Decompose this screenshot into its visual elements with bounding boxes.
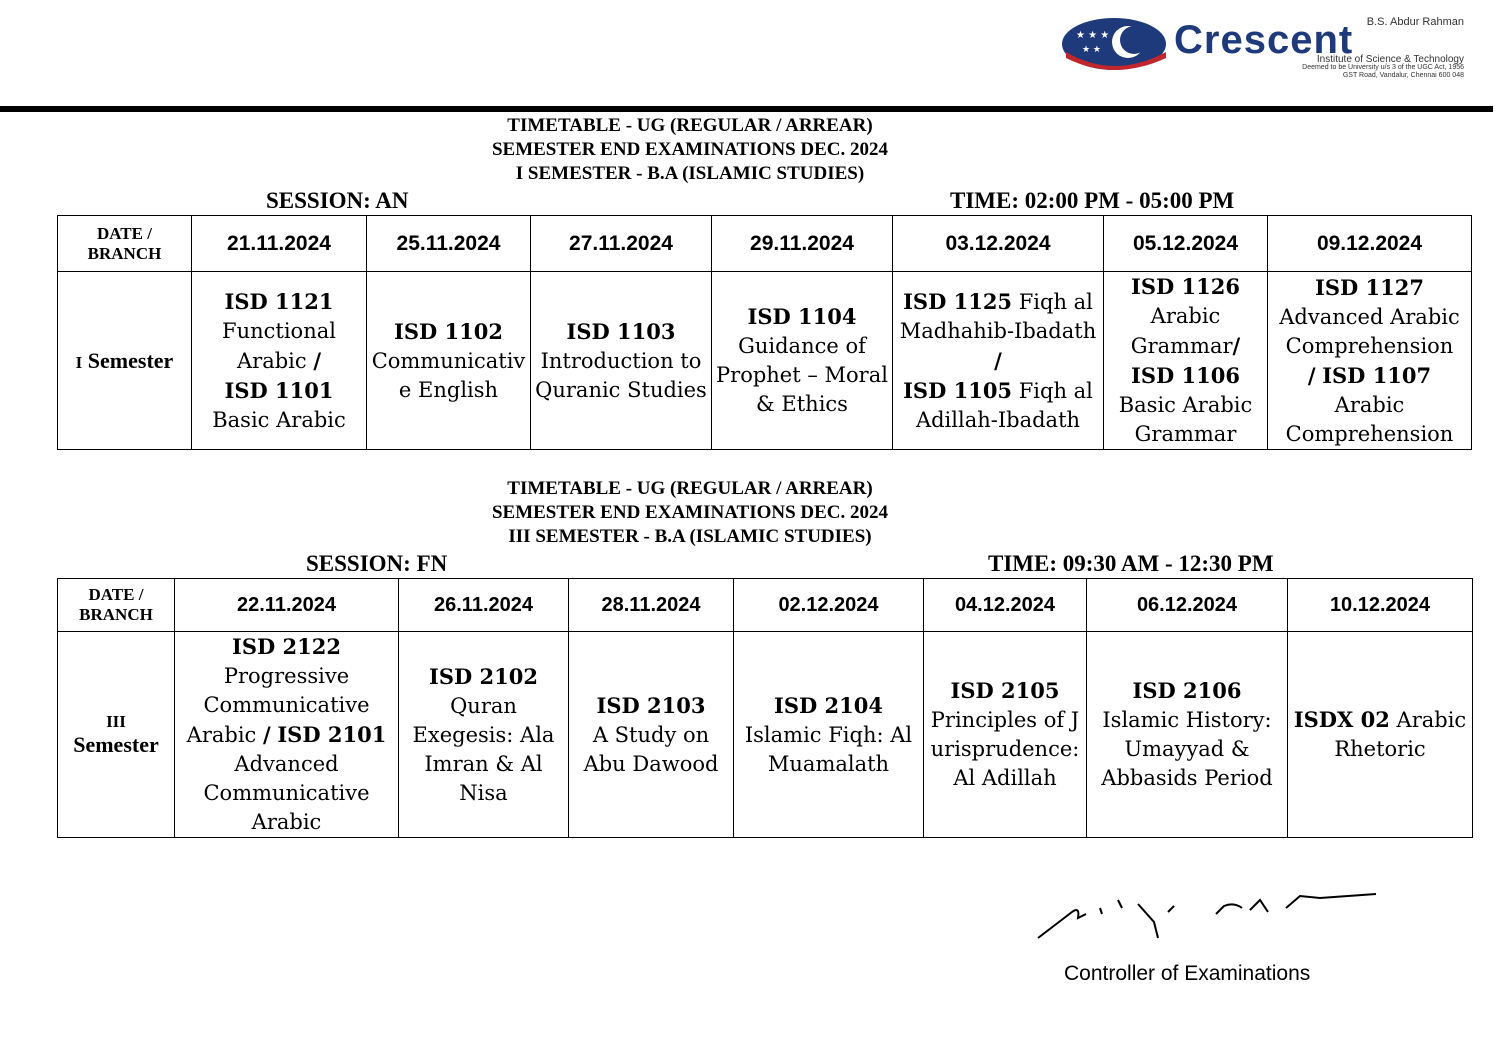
table1-heading-line1: TIMETABLE - UG (REGULAR / ARREAR): [507, 115, 873, 136]
table2-timetable: [57, 578, 1473, 838]
subject-code: ISD 2103: [596, 692, 706, 718]
table2-subject-cell: [1288, 632, 1473, 838]
table2-date: 02.12.2024: [734, 579, 924, 632]
table2-subject-cell: [734, 632, 924, 838]
table1-date: 05.12.2024: [1104, 216, 1268, 272]
logo-wordmark: Crescent: [1174, 18, 1354, 62]
subject-code: ISD 2106: [1132, 678, 1242, 703]
table2-subject-cell: [175, 632, 399, 838]
subject-title: Arabic Rhetoric: [1334, 708, 1467, 761]
subject-separator: /: [994, 347, 1002, 373]
table1-date: 29.11.2024: [712, 216, 893, 272]
subject-code: ISD 1107: [1322, 362, 1432, 388]
branch-label: Semester: [87, 347, 174, 373]
subject-code: ISD 2122: [232, 634, 341, 659]
logo-line-3: GST Road, Vandalur, Chennai 600 048: [1342, 72, 1464, 79]
table2-date: 06.12.2024: [1087, 579, 1288, 632]
subject-title: Quran Exegesis: Ala Imran & Al Nisa: [412, 693, 555, 805]
branch-label: Semester: [73, 731, 159, 757]
subject-code: ISD 1125: [903, 288, 1013, 314]
subject-title: Progressive Communicative Arabic: [186, 664, 370, 747]
logo-line-1: Institute of Science & Technology: [1316, 54, 1464, 65]
subject-title: Fiqh al Adillah-Ibadath: [915, 378, 1093, 432]
table2-date: 28.11.2024: [569, 579, 734, 632]
table2-heading: [340, 477, 1040, 549]
table2-corner-cell: [58, 579, 175, 632]
corner-line2: BRANCH: [79, 605, 153, 624]
institute-logo: [1060, 14, 1470, 80]
table2-date: 10.12.2024: [1288, 579, 1473, 632]
table2-time: TIME: 09:30 AM - 12:30 PM: [988, 551, 1274, 576]
table2-date: 22.11.2024: [175, 579, 399, 632]
subject-code: ISDX 02: [1293, 707, 1390, 732]
subject-code: ISD 1101: [224, 377, 334, 403]
corner-line1: DATE /: [88, 585, 144, 604]
table2-branch-cell: [58, 632, 175, 838]
controller-of-examinations: Controller of Examinations: [1064, 962, 1311, 985]
table1-subject-cell: [192, 272, 367, 450]
logo-top-text: B.S. Abdur Rahman: [1366, 16, 1464, 28]
subject-code: ISD 2104: [774, 692, 883, 718]
table1-date: 25.11.2024: [367, 216, 531, 272]
svg-text:★ ★: ★ ★: [1082, 45, 1101, 55]
branch-numeral: III: [106, 711, 126, 731]
subject-code: ISD 2102: [429, 663, 538, 689]
subject-code: ISD 2105: [950, 678, 1060, 703]
table1-subject-cell: [712, 272, 893, 450]
subject-code: ISD 1126: [1131, 274, 1240, 299]
subject-code: ISD 1105: [903, 377, 1013, 403]
subject-title: A Study on Abu Dawood: [583, 722, 719, 776]
subject-title: Basic Arabic Grammar: [1118, 393, 1253, 446]
subject-separator: /: [1232, 333, 1241, 358]
subject-title: Islamic Fiqh: Al Muamalath: [744, 722, 913, 776]
svg-text:★ ★ ★: ★ ★ ★: [1076, 30, 1110, 41]
branch-numeral: I: [75, 352, 83, 372]
subject-title: Advanced Communicative Arabic: [203, 752, 370, 834]
table2-date: 26.11.2024: [399, 579, 569, 632]
subject-separator: /: [263, 722, 271, 747]
subject-separator: /: [313, 347, 321, 373]
table2-heading-line3: III SEMESTER - B.A (ISLAMIC STUDIES): [508, 526, 872, 547]
subject-title: Basic Arabic: [212, 407, 346, 432]
subject-code: ISD 1106: [1131, 363, 1240, 388]
crescent-emblem-icon: [1062, 16, 1170, 74]
table2-subject-cell: [399, 632, 569, 838]
subject-code: ISD 1103: [566, 318, 676, 344]
subject-code: ISD 1104: [747, 304, 857, 329]
corner-line2: BRANCH: [87, 243, 162, 263]
table1-time: TIME: 02:00 PM - 05:00 PM: [950, 188, 1235, 213]
corner-line1: DATE /: [97, 223, 152, 243]
subject-separator: /: [1307, 362, 1316, 388]
subject-title: Introduction to Quranic Studies: [535, 348, 707, 402]
table2-heading-line2: SEMESTER END EXAMINATIONS DEC. 2024: [491, 502, 889, 523]
table1-date: 21.11.2024: [192, 216, 367, 272]
table1-subject-cell: [367, 272, 531, 450]
table2-heading-line1: TIMETABLE - UG (REGULAR / ARREAR): [507, 478, 873, 499]
subject-title: Functional Arabic: [222, 318, 336, 373]
table2-subject-cell: [1087, 632, 1288, 838]
subject-title: Advanced Arabic Comprehension: [1279, 304, 1460, 358]
table1-session: SESSION: AN: [266, 188, 409, 213]
table1-date: 03.12.2024: [893, 216, 1104, 272]
table1-branch-cell: [58, 272, 192, 450]
table1-subject-cell: [531, 272, 712, 450]
table2-subject-cell: [569, 632, 734, 838]
table1-date: 27.11.2024: [531, 216, 712, 272]
table1-date: 09.12.2024: [1268, 216, 1472, 272]
table1-corner-cell: [58, 216, 192, 272]
subject-code: ISD 1127: [1315, 274, 1424, 300]
subject-title: Communicative English: [371, 348, 526, 402]
table1-subject-cell: [893, 272, 1104, 450]
table1-heading-line3: I SEMESTER - B.A (ISLAMIC STUDIES): [515, 163, 865, 184]
subject-code: ISD 2101: [277, 722, 387, 747]
table2-date: 04.12.2024: [924, 579, 1087, 632]
subject-title: Fiqh al Madhahib-Ibadath: [899, 289, 1097, 343]
table2-subject-cell: [924, 632, 1087, 838]
header-rule: [0, 106, 1493, 112]
subject-title: Arabic Grammar: [1130, 304, 1233, 358]
subject-title: Islamic History: Umayyad & Abbasids Period: [1101, 708, 1273, 790]
table2-session: SESSION: FN: [306, 551, 448, 576]
logo-line-2: Deemed to be University u/s 3 of the UGC Act, 1956: [1302, 64, 1464, 71]
subject-code: ISD 1102: [394, 318, 503, 344]
subject-title: Arabic Comprehension: [1285, 392, 1454, 446]
subject-code: ISD 1121: [224, 288, 334, 314]
table1-heading-line2: SEMESTER END EXAMINATIONS DEC. 2024: [491, 139, 889, 160]
table1-subject-cell: [1268, 272, 1472, 450]
subject-title: Guidance of Prophet – Moral & Ethics: [716, 334, 888, 416]
table1-heading: [340, 114, 1040, 186]
signature-icon: [1030, 884, 1380, 944]
subject-title: Principles of Jurisprudence: Al Adillah: [930, 708, 1080, 790]
table1-timetable: [57, 215, 1472, 450]
table1-subject-cell: [1104, 272, 1268, 450]
